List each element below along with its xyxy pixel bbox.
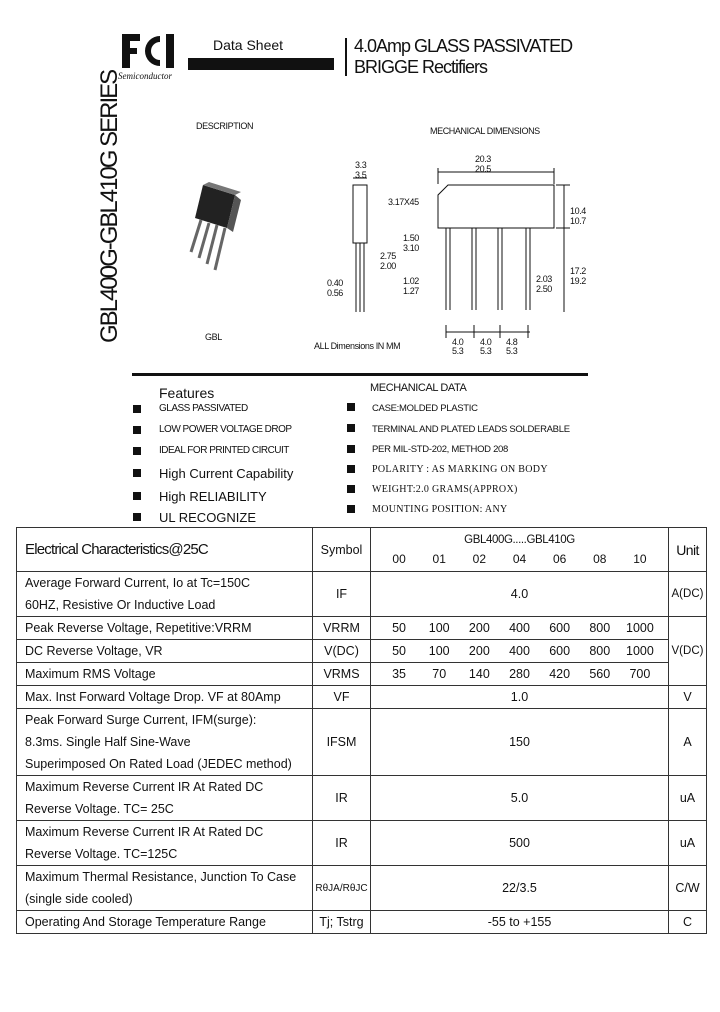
- package-label: GBL: [205, 332, 222, 342]
- dim-label: 4.0: [452, 337, 464, 347]
- mechanical-item: TERMINAL AND PLATED LEADS SOLDERABLE: [372, 424, 570, 435]
- param-line: (single side cooled): [25, 892, 133, 906]
- bullet: [133, 447, 141, 455]
- mechanical-item: WEIGHT:2.0 GRAMS(APPROX): [372, 484, 518, 495]
- param-line: Reverse Voltage. TC=125C: [25, 847, 178, 861]
- value: 200: [468, 644, 490, 658]
- dim-label: 1.50: [403, 233, 419, 243]
- dim-label: 0.40: [327, 278, 343, 288]
- description-heading: DESCRIPTION: [196, 121, 254, 131]
- code: 04: [512, 551, 527, 566]
- value-list: [371, 621, 668, 635]
- value: 800: [589, 621, 611, 635]
- mechanical-item: CASE:MOLDED PLASTIC: [372, 403, 478, 414]
- value: 140: [468, 667, 490, 681]
- table-row: [17, 709, 707, 776]
- param-line: Maximum Reverse Current IR At Rated DC: [25, 825, 264, 839]
- title-line-1: 4.0Amp GLASS PASSIVATED: [354, 36, 573, 56]
- dim-label: 5.3: [506, 346, 518, 356]
- value: 1.0: [371, 686, 669, 709]
- value: 400: [509, 644, 530, 658]
- bullet: [133, 492, 141, 500]
- symbol: IFSM: [313, 709, 371, 776]
- series-name: GBL400G-GBL410G SERIES: [96, 70, 123, 343]
- code: 08: [593, 551, 607, 566]
- symbol: VF: [313, 686, 371, 709]
- title-divider: [345, 38, 347, 76]
- dim-label: 3.17X45: [388, 197, 419, 207]
- table-row: [17, 663, 707, 686]
- dim-label: 4.8: [506, 337, 518, 347]
- symbol: IR: [313, 821, 371, 866]
- param-line: Peak Reverse Voltage, Repetitive:VRRM: [17, 617, 313, 640]
- table-row: [17, 686, 707, 709]
- dim-label: 3.3: [355, 160, 367, 170]
- value: 70: [432, 667, 447, 681]
- table-title: Electrical Characteristics@25C: [17, 528, 313, 572]
- bullet: [347, 445, 355, 453]
- code: 06: [552, 551, 567, 566]
- dim-label: 19.2: [570, 276, 586, 286]
- code: 10: [633, 551, 647, 566]
- code: 01: [432, 551, 446, 566]
- bullet: [347, 403, 355, 411]
- unit: A(DC): [669, 572, 707, 617]
- value: 35: [392, 667, 407, 681]
- code: 02: [472, 551, 487, 566]
- param-line: Maximum RMS Voltage: [17, 663, 313, 686]
- value: 4.0: [371, 572, 669, 617]
- param-line: 60HZ, Resistive Or Inductive Load: [25, 598, 216, 612]
- dim-label: 2.03: [536, 274, 552, 284]
- param-line: Max. Inst Forward Voltage Drop. VF at 80Amp: [17, 686, 313, 709]
- value: 5.0: [371, 776, 669, 821]
- value: 50: [392, 644, 407, 658]
- mechanical-item: MOUNTING POSITION: ANY: [372, 504, 508, 515]
- feature-item: GLASS PASSIVATED: [159, 403, 248, 414]
- bullet: [347, 485, 355, 493]
- electrical-characteristics-table: [16, 527, 707, 934]
- value: 560: [589, 667, 611, 681]
- features-heading: Features: [159, 385, 215, 401]
- dim-label: 10.7: [570, 216, 586, 226]
- bullet: [347, 424, 355, 432]
- value-list: [371, 667, 668, 681]
- symbol-header: Symbol: [313, 528, 371, 572]
- logo-subtitle: Semiconductor: [118, 71, 172, 81]
- table-row: [17, 821, 707, 866]
- unit: V(DC): [669, 617, 707, 686]
- symbol: V(DC): [313, 640, 371, 663]
- mechanical-data-heading: MECHANICAL DATA: [370, 382, 467, 394]
- value: 22/3.5: [371, 866, 669, 911]
- code: 00: [392, 551, 406, 566]
- param-line: Average Forward Current, Io at Tc=150C: [25, 576, 250, 590]
- table-row: [17, 572, 707, 617]
- dim-label: 1.02: [403, 276, 419, 286]
- symbol: VRMS: [313, 663, 371, 686]
- value-list: [371, 644, 668, 658]
- dim-label: 1.27: [403, 286, 419, 296]
- dim-label: 3.10: [403, 243, 419, 253]
- unit: uA: [669, 776, 707, 821]
- value: 100: [428, 621, 450, 635]
- symbol: VRRM: [313, 617, 371, 640]
- bullet: [347, 505, 355, 513]
- dim-label: 5.3: [480, 346, 492, 356]
- unit: A: [669, 709, 707, 776]
- dim-label: 2.50: [536, 284, 552, 294]
- value: 280: [509, 667, 530, 681]
- value: 400: [509, 621, 530, 635]
- bullet: [133, 405, 141, 413]
- symbol: RθJA/RθJC: [313, 866, 371, 911]
- feature-item: IDEAL FOR PRINTED CIRCUIT: [159, 445, 289, 456]
- param-line: Maximum Thermal Resistance, Junction To Case: [25, 870, 297, 884]
- dim-label: 4.0: [480, 337, 492, 347]
- value: 1000: [626, 621, 654, 635]
- mechanical-item: PER MIL-STD-202, METHOD 208: [372, 444, 509, 455]
- feature-item: UL RECOGNIZE: [159, 510, 257, 525]
- symbol: Tj; Tstrg: [313, 911, 371, 934]
- dimensions-heading: MECHANICAL DIMENSIONS: [430, 126, 540, 136]
- value: 1000: [626, 644, 654, 658]
- range-header: [371, 528, 669, 572]
- bullet: [133, 513, 141, 521]
- value: 200: [468, 621, 490, 635]
- dim-label: 3.5: [355, 170, 367, 180]
- units-note: ALL Dimensions IN MM: [314, 341, 401, 351]
- value: 600: [549, 644, 571, 658]
- value: -55 to +155: [371, 911, 669, 934]
- range-label: GBL400G.....GBL410G: [464, 533, 575, 546]
- value: 50: [392, 621, 407, 635]
- value: 100: [428, 644, 450, 658]
- mechanical-item: POLARITY : AS MARKING ON BODY: [372, 464, 548, 475]
- code-list: [371, 552, 668, 566]
- value: 700: [629, 667, 651, 681]
- dim-label: 10.4: [570, 206, 586, 216]
- table-row: [17, 866, 707, 911]
- dim-label: 2.00: [380, 261, 396, 271]
- feature-item: LOW POWER VOLTAGE DROP: [159, 424, 292, 435]
- dim-label: 5.3: [452, 346, 464, 356]
- symbol: IR: [313, 776, 371, 821]
- unit: uA: [669, 821, 707, 866]
- symbol: IF: [313, 572, 371, 617]
- bullet: [133, 469, 141, 477]
- table-row: [17, 776, 707, 821]
- table-row: [17, 911, 707, 934]
- param-line: Superimposed On Rated Load (JEDEC method): [25, 757, 292, 771]
- unit: V: [669, 686, 707, 709]
- value: 150: [371, 709, 669, 776]
- value: 500: [371, 821, 669, 866]
- param-line: Maximum Reverse Current IR At Rated DC: [25, 780, 264, 794]
- bullet: [347, 465, 355, 473]
- param-line: DC Reverse Voltage, VR: [17, 640, 313, 663]
- section-divider: [132, 373, 588, 376]
- param-line: Peak Forward Surge Current, IFM(surge):: [25, 713, 257, 727]
- feature-item: High Current Capability: [159, 466, 294, 481]
- dim-label: 0.56: [327, 288, 343, 298]
- dim-label: 20.3: [475, 154, 491, 164]
- value: 420: [549, 667, 571, 681]
- data-sheet-label: Data Sheet: [213, 37, 284, 53]
- feature-item: High RELIABILITY: [159, 489, 267, 504]
- value: 800: [589, 644, 611, 658]
- dim-label: 17.2: [570, 266, 586, 276]
- package-image: [183, 180, 253, 275]
- unit: C/W: [669, 866, 707, 911]
- table-row: [17, 617, 707, 640]
- dim-label: 2.75: [380, 251, 396, 261]
- dim-label: 20.5: [475, 164, 491, 174]
- table-row: [17, 640, 707, 663]
- param-line: 8.3ms. Single Half Sine-Wave: [25, 735, 191, 749]
- title-line-2: BRIGGE Rectifiers: [354, 57, 488, 77]
- param-line: Operating And Storage Temperature Range: [17, 911, 313, 934]
- value: 600: [549, 621, 571, 635]
- table-header-row: [17, 528, 707, 572]
- param-line: Reverse Voltage. TC= 25C: [25, 802, 174, 816]
- bullet: [133, 426, 141, 434]
- unit-header: Unit: [669, 528, 707, 572]
- header-bar: [188, 58, 334, 70]
- unit: C: [669, 911, 707, 934]
